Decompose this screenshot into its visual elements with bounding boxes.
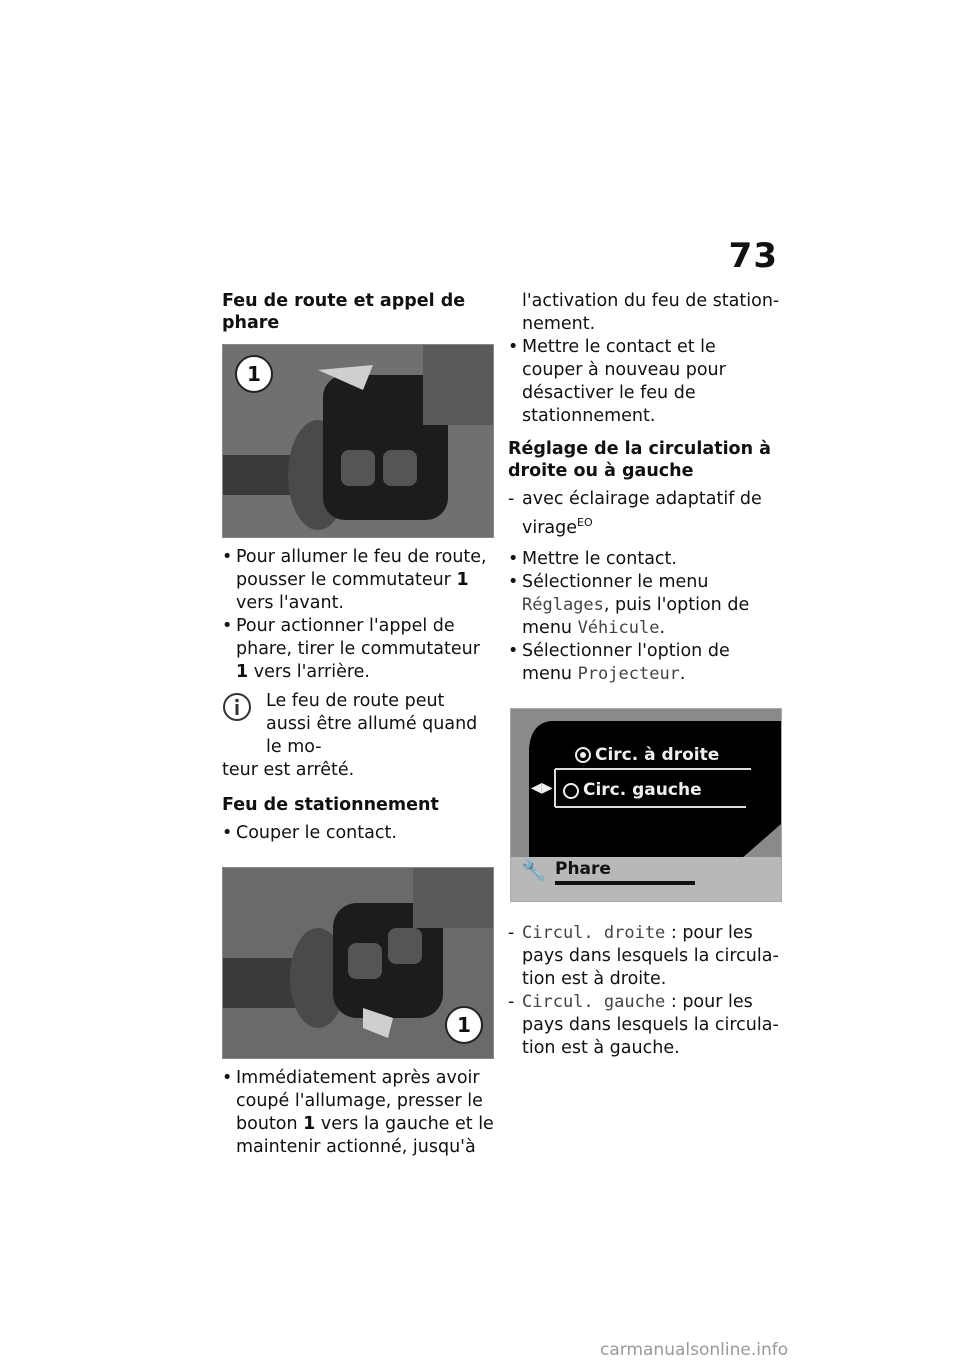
condition-adaptive-light: - avec éclairage adaptatif de virage$^{EO}$: [508, 489, 762, 538]
column-left: [222, 290, 494, 1159]
bullet-headlight-flasher: • Pour actionner l'appel de phare, tirer le commutateur 1 vers l'arrière.: [222, 616, 480, 682]
callout-1-b: 1: [445, 1006, 483, 1044]
column-right: [508, 290, 780, 1060]
figure-handlebar-switch-2: [222, 867, 494, 1059]
screen-footer-title: Phare: [555, 858, 611, 879]
option-desc-right: - Circul. droite : pour les pays dans lesquels la circulation est à droite.: [508, 922, 779, 989]
radio-selected-icon: [575, 747, 591, 763]
screen-frame: [511, 709, 781, 901]
callout-1: 1: [235, 355, 273, 393]
info-note: Le feu de route peut aussi être allumé quand le mo- teur est arrêté.: [222, 691, 478, 780]
option-right-traffic: Circ. à droite: [595, 744, 720, 765]
info-icon: [222, 692, 252, 722]
bullet-parking-light-off: • Mettre le contact et le couper à nouveau pour désactiver le feu de stationnement.: [508, 337, 726, 426]
bullet-ignition-on: • Mettre le contact.: [508, 548, 677, 569]
left-right-arrows-icon: ◀▶: [531, 779, 553, 796]
option-desc-left: - Circul. gauche : pour les pays dans lesquels la circulation est à gauche.: [508, 991, 779, 1058]
radio-unselected-icon: [563, 783, 579, 799]
bullet-select-settings: • Sélectionner le menu Réglages, puis l'option de menu Véhicule.: [508, 571, 750, 638]
page-number: 73: [728, 236, 778, 276]
heading-traffic-side: Réglage de la circulation à droite ou à gauche: [508, 439, 771, 481]
wrench-icon: 🔧: [521, 857, 546, 882]
option-left-traffic: Circ. gauche: [583, 779, 702, 800]
bullet-select-headlight: • Sélectionner l'option de menu Projecteur.: [508, 640, 730, 684]
tft-menu-screen: [510, 708, 782, 902]
figure-handlebar-switch-1: [222, 344, 494, 538]
bullet-high-beam-on: • Pour allumer le feu de route, pousser le commutateur 1 vers l'avant.: [222, 547, 487, 613]
bullet-ignition-off: • Couper le contact.: [222, 823, 397, 843]
heading-parking-light: Feu de stationnement: [222, 795, 439, 815]
bullet-continuation: l'activation du feu de stationnement.: [522, 291, 780, 334]
watermark: carmanualsonline.info: [600, 1340, 789, 1360]
bullet-parking-light-on: • Immédiatement après avoir coupé l'allumage, presser le bouton 1 vers la gauche et le maintenir actionné, jusqu'à: [222, 1068, 494, 1157]
heading-high-beam: Feu de route et appel de phare: [222, 291, 466, 333]
